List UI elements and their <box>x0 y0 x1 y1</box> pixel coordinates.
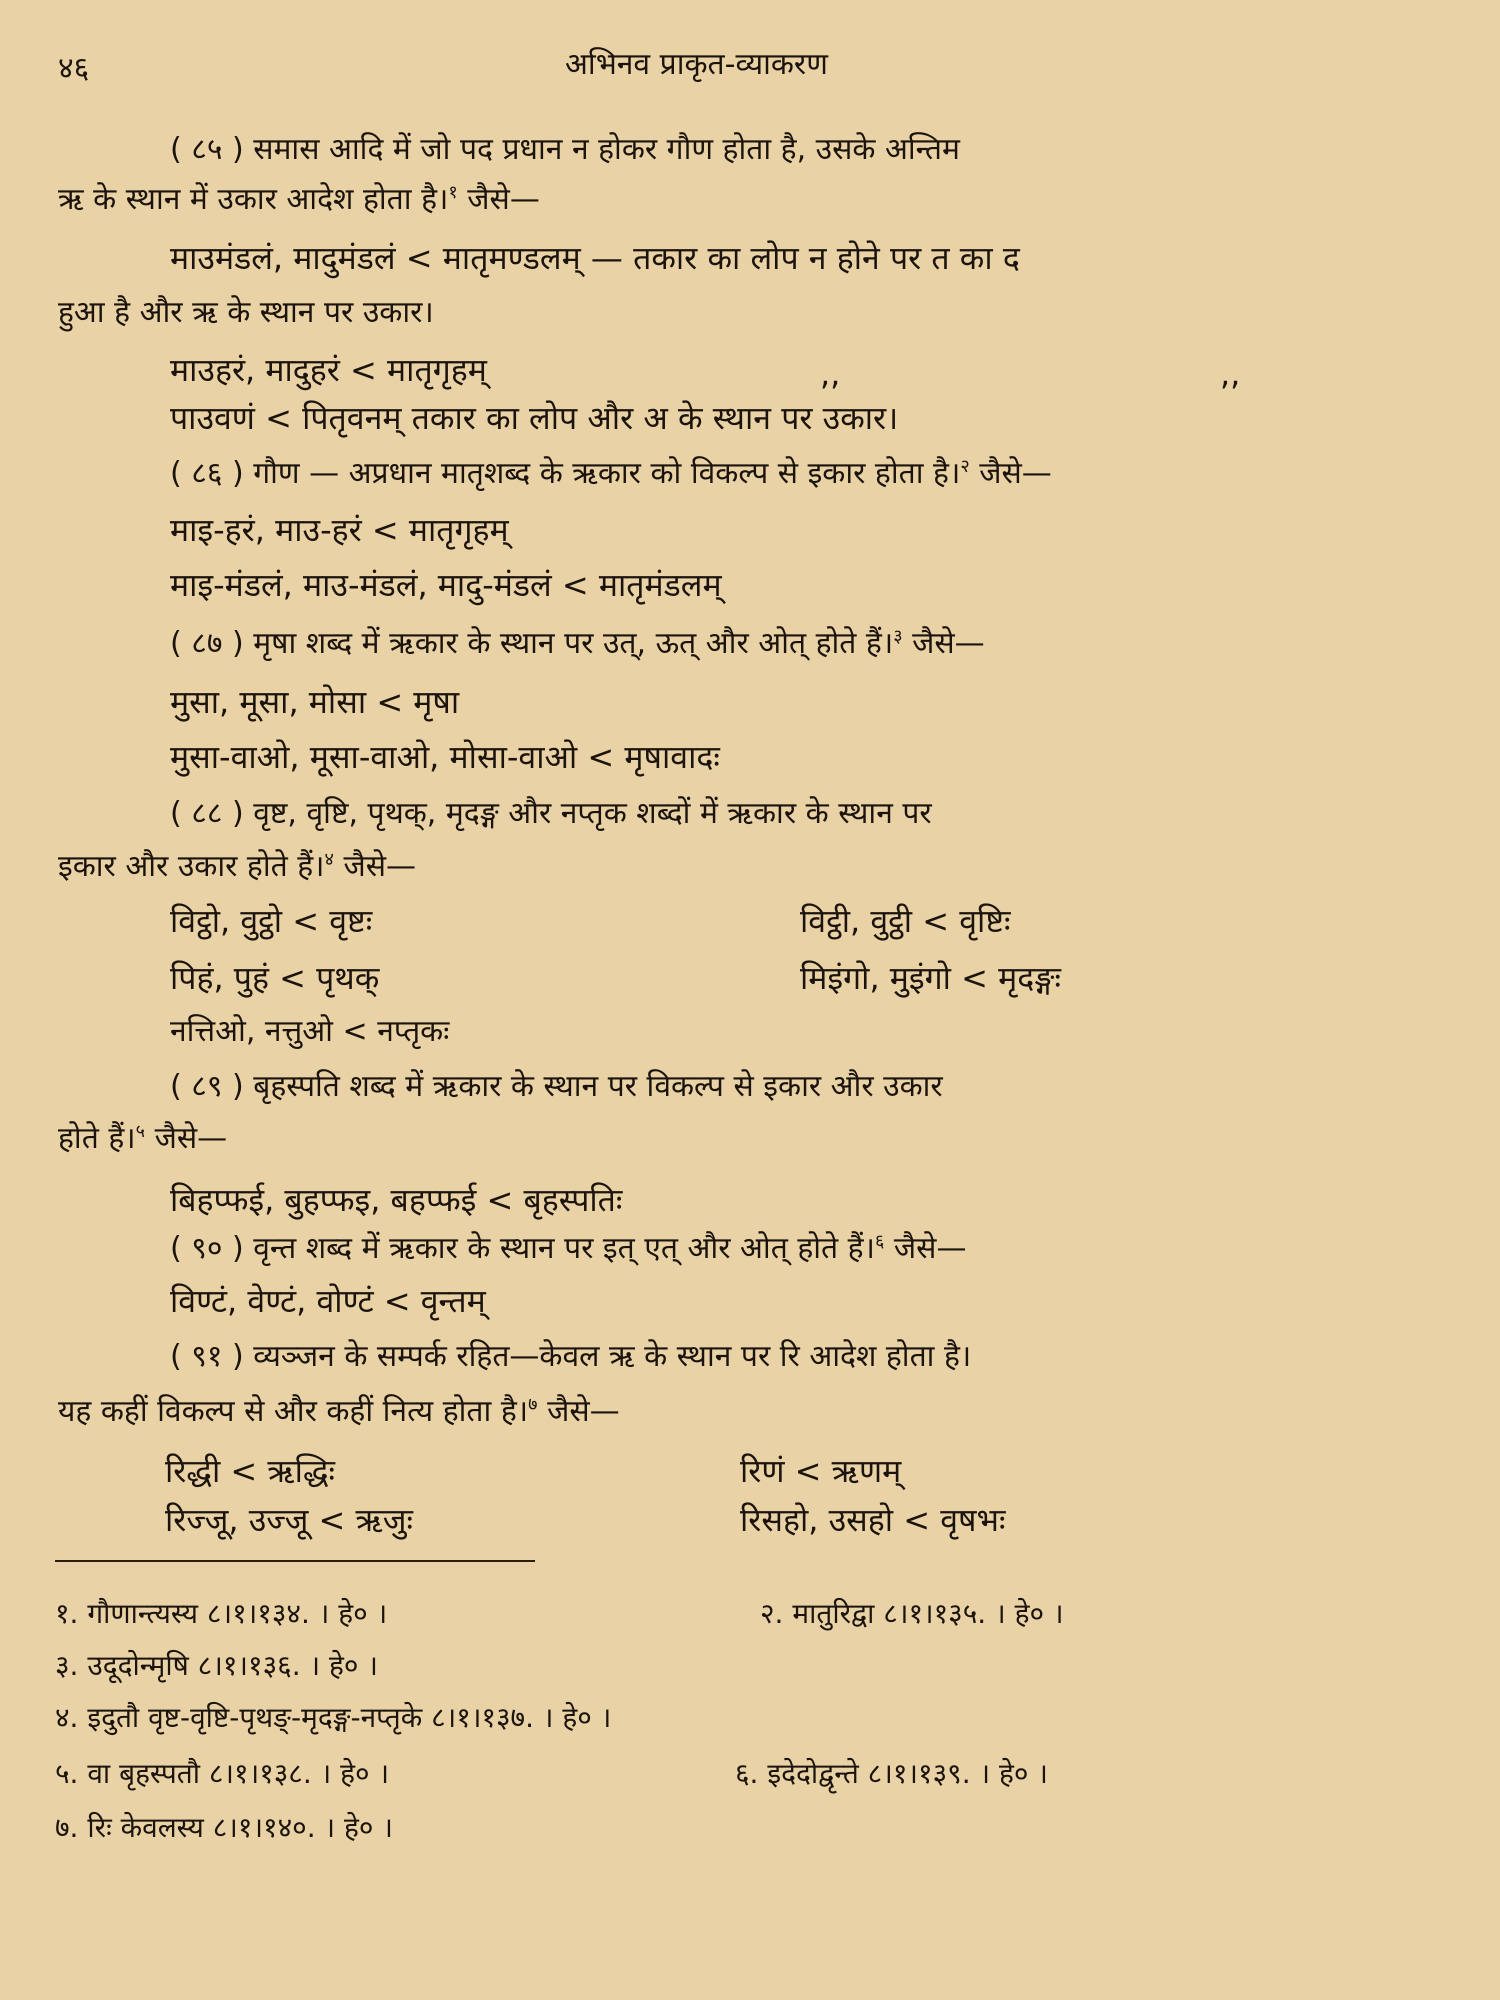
ditto-mark: ,, <box>820 355 841 393</box>
s86-line1 <box>170 457 1052 492</box>
footnote-ref-1[interactable]: १ <box>448 182 458 203</box>
s91-line2 <box>58 1395 620 1430</box>
page-number: ४६ <box>58 51 90 86</box>
s90-line1 <box>170 1232 966 1267</box>
s88-example-3: नत्तिओ, नत्तुओ < नप्तृकः <box>170 1014 450 1049</box>
s90-example-1: विण्टं, वेण्टं, वोण्टं < वृन्तम् <box>170 1282 486 1320</box>
s88-line2 <box>58 850 416 885</box>
s89-line1: ( ८९ ) बृहस्पति शब्द में ऋकार के स्थान पर विकल्प से इकार और उकार <box>170 1069 943 1104</box>
s87-line1-text: ( ८७ ) मृषा शब्द में ऋकार के स्थान पर उत्, ऊत् और ओत् होते हैं। <box>170 626 894 661</box>
s85-example-3: पाउवणं < पितृवनम् तकार का लोप और अ के स्थान पर उकार। <box>170 399 899 437</box>
s90-line1-jaise: जैसे— <box>893 1231 967 1266</box>
s91-example-2a: रिज्जू, उज्जू < ऋजुः <box>165 1501 414 1539</box>
s91-example-1b: रिणं < ऋणम् <box>740 1452 902 1490</box>
s91-example-2b: रिसहो, उसहो < वृषभः <box>740 1501 1006 1539</box>
footnote-ref-5[interactable]: ५ <box>135 1121 146 1142</box>
s87-line1 <box>170 627 985 662</box>
footnote-ref-3[interactable]: ३ <box>893 626 903 647</box>
s87-example-1: मुसा, मूसा, मोसा < मृषा <box>170 683 460 721</box>
s91-line1: ( ९१ ) व्यञ्जन के सम्पर्क रहित—केवल ऋ के स्थान पर रि आदेश होता है। <box>170 1339 972 1374</box>
footnote-7: ७. रिः केवलस्य ८।१।१४०. । हे० । <box>55 1811 393 1844</box>
s88-line1: ( ८८ ) वृष्ट, वृष्टि, पृथक्, मृदङ्ग और नप्तृक शब्दों में ऋकार के स्थान पर <box>170 796 932 831</box>
s87-line1-jaise: जैसे— <box>912 626 985 661</box>
footnote-6: ६. इदेदोद्वृन्ते ८।१।१३९. । हे० । <box>735 1757 1048 1790</box>
footnote-ref-7[interactable]: ७ <box>528 1394 538 1415</box>
s85-line1: ( ८५ ) समास आदि में जो पद प्रधान न होकर गौण होता है, उसके अन्तिम <box>170 132 960 167</box>
s88-line2-text: इकार और उकार होते हैं। <box>58 849 325 884</box>
s91-example-1a: रिद्धी < ऋद्धिः <box>165 1452 336 1490</box>
s88-example-1a: विट्ठो, वुट्ठो < वृष्टः <box>170 902 373 940</box>
footnote-2: २. मातुरिद्वा ८।१।१३५. । हे० । <box>760 1597 1064 1630</box>
footnote-1: १. गौणान्त्यस्य ८।१।१३४. । हे० । <box>55 1597 388 1630</box>
s86-example-1: माइ-हरं, माउ-हरं < मातृगृहम् <box>170 511 509 549</box>
s85-line2 <box>58 183 540 218</box>
footnote-ref-6[interactable]: ६ <box>874 1231 885 1252</box>
s85-line2-text: ऋ के स्थान में उकार आदेश होता है। <box>58 182 449 217</box>
footnote-ref-4[interactable]: ४ <box>324 849 334 870</box>
s89-example-1: बिहप्फई, बुहप्फइ, बहप्फई < बृहस्पतिः <box>170 1181 623 1219</box>
s90-line1-text: ( ९० ) वृन्त शब्द में ऋकार के स्थान पर इत् एत् और ओत् होते हैं। <box>170 1231 875 1266</box>
s88-example-2a: पिहं, पुहं < पृथक् <box>170 959 380 997</box>
ditto-mark: ,, <box>1220 355 1241 393</box>
s91-line2-text: यह कहीं विकल्प से और कहीं नित्य होता है। <box>58 1394 529 1429</box>
s88-example-2b: मिइंगो, मुइंगो < मृदङ्गः <box>800 959 1061 997</box>
s85-example-1: माउमंडलं, मादुमंडलं < मातृमण्डलम् — तकार का लोप न होने पर त का द <box>170 239 1020 277</box>
s86-line1-jaise: जैसे— <box>979 456 1052 491</box>
s86-example-2: माइ-मंडलं, माउ-मंडलं, मादु-मंडलं < मातृमंडलम् <box>170 566 722 604</box>
s85-example-2: माउहरं, मादुहरं < मातृगृहम् <box>170 351 487 389</box>
s85-line2-jaise: जैसे— <box>467 182 540 217</box>
footnote-ref-2[interactable]: २ <box>960 456 970 477</box>
page-title: अभिनव प्राकृत-व्याकरण <box>565 47 828 82</box>
s86-line1-text: ( ८६ ) गौण — अप्रधान मातृशब्द के ऋकार को विकल्प से इकार होता है। <box>170 456 961 491</box>
s87-example-2: मुसा-वाओ, मूसा-वाओ, मोसा-वाओ < मृषावादः <box>170 738 720 776</box>
s88-example-1b: विट्ठी, वुट्ठी < वृष्टिः <box>800 902 1011 940</box>
s89-line2 <box>58 1122 227 1157</box>
s89-line2-jaise: जैसे— <box>154 1121 228 1156</box>
footnote-5: ५. वा बृहस्पतौ ८।१।१३८. । हे० । <box>55 1757 390 1790</box>
footnote-3: ३. उदूदोन्मृषि ८।१।१३६. । हे० । <box>55 1649 378 1682</box>
s88-line2-jaise: जैसे— <box>343 849 417 884</box>
s85-example-1-cont: हुआ है और ऋ के स्थान पर उकार। <box>58 295 434 330</box>
footnote-4: ४. इदुतौ वृष्ट-वृष्टि-पृथङ्-मृदङ्ग-नप्तृके ८।१।१३७. । हे० । <box>55 1701 612 1734</box>
s91-line2-jaise: जैसे— <box>547 1394 620 1429</box>
s89-line2-text: होते हैं। <box>58 1121 136 1156</box>
footnote-divider <box>55 1560 535 1562</box>
